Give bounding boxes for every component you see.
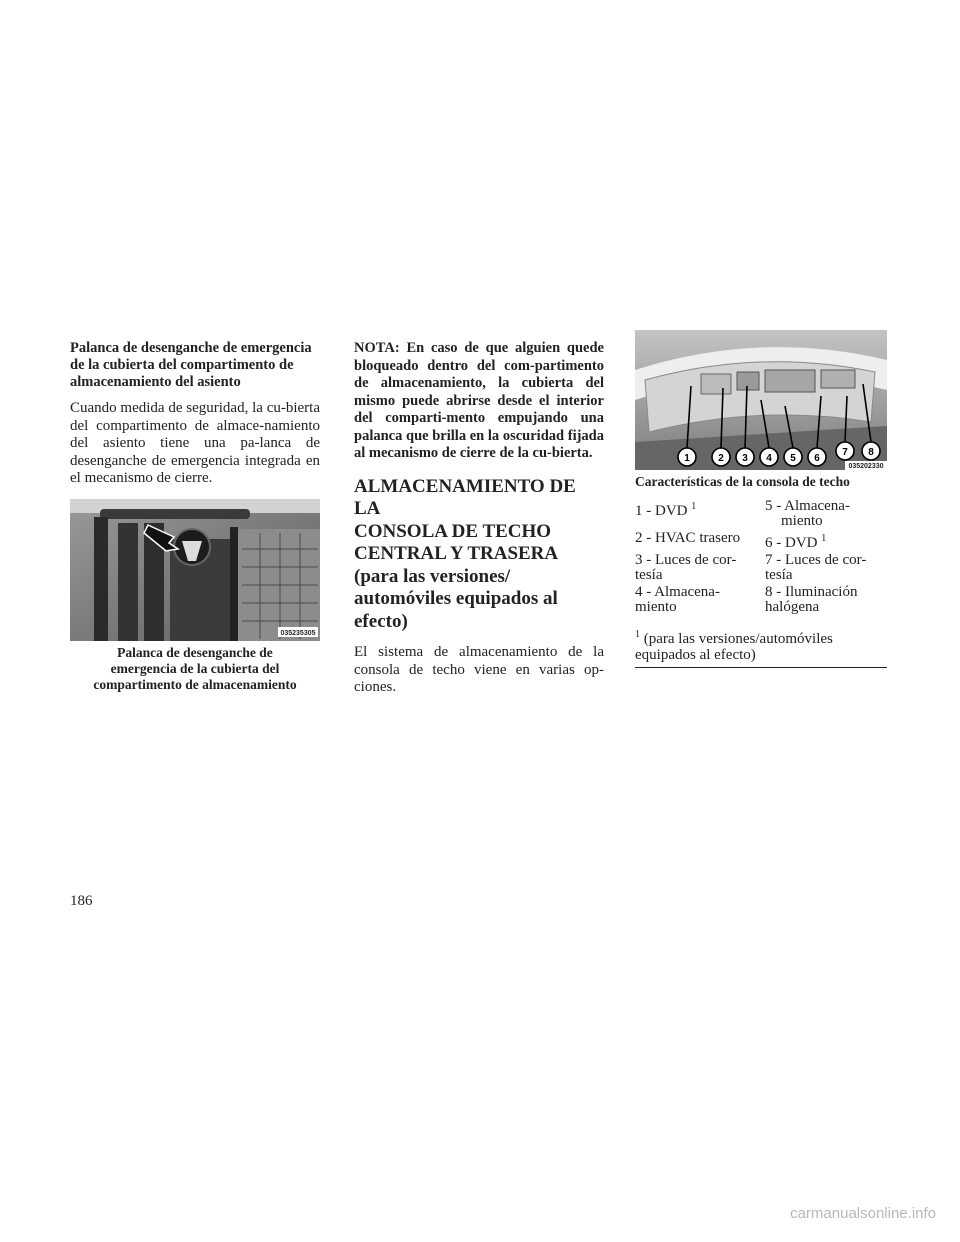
right-column [635, 330, 887, 668]
storage-lever-photo [70, 499, 320, 641]
note-paragraph: NOTA: En caso de que alguien quede bloqueado dentro del com-partimento de almacenamiento, la cubierta del mismo puede abrirse desde el interior del comparti-mento empujando una palanca que brilla en la oscuridad fijada al mecanismo de cierre de la cu-bierta. [354, 340, 604, 461]
callout-8: 8 [868, 447, 874, 458]
legend-item-6: 6 - DVD $^1$ [765, 533, 827, 551]
footnote: $^1$ (para las versiones/automóviles equipados al efecto) [635, 627, 887, 668]
callout-1: 1 [684, 453, 690, 464]
legend-item-2: 2 - HVAC trasero [635, 530, 741, 546]
legend-item-4: 4 - Almacena- miento [635, 584, 720, 615]
left-column [70, 340, 320, 693]
section-heading-overhead-console: ALMACENAMIENTO DE LA CONSOLA DE TECHO CENTRAL Y TRASERA (para las versiones/ automóviles equipados al efecto) [354, 475, 576, 632]
figure-storage-lever [70, 499, 320, 641]
callout-5: 5 [790, 453, 796, 464]
callout-4: 4 [766, 453, 772, 464]
overhead-console-photo [635, 330, 887, 470]
paragraph-emergency-release: Cuando medida de seguridad, la cu-bierta del compartimento de almace-namiento del asiento tiene una pa-lanca de desenganche de emergencia integrada en el mecanismo de cierre. [70, 400, 320, 487]
paragraph-overhead-console: El sistema de almacenamiento de la consola de techo viene en varias op-ciones. [354, 644, 604, 696]
legend-table [635, 499, 887, 617]
legend-item-3: 3 - Luces de cor- tesía [635, 552, 737, 583]
legend-item-8: 8 - Iluminación halógena [765, 584, 858, 615]
page-number: 186 [70, 893, 93, 909]
legend-item-5: 5 - Almacena- miento [765, 498, 850, 529]
watermark: carmanualsonline.info [790, 1205, 936, 1222]
legend-item-1: 1 - DVD $^1$ [635, 501, 697, 519]
figure-overhead-console [635, 330, 887, 470]
figure-caption-left: Palanca de desenganche de emergencia de la cubierta del compartimento de almacenamiento [93, 644, 297, 692]
callout-3: 3 [742, 453, 748, 464]
figure-code-right: 035202330 [848, 463, 884, 470]
callout-2: 2 [718, 453, 724, 464]
figure-code-left: 035235305 [280, 629, 316, 637]
legend-item-7: 7 - Luces de cor- tesía [765, 552, 867, 583]
middle-column [354, 340, 604, 697]
callout-6: 6 [814, 453, 820, 464]
figure-caption-right: Características de la consola de techo [635, 474, 850, 489]
callout-7: 7 [842, 447, 848, 458]
subheading-emergency-release: Palanca de desenganche de emergencia de la cubierta del compartimento de almacenamiento del asiento [70, 340, 312, 390]
